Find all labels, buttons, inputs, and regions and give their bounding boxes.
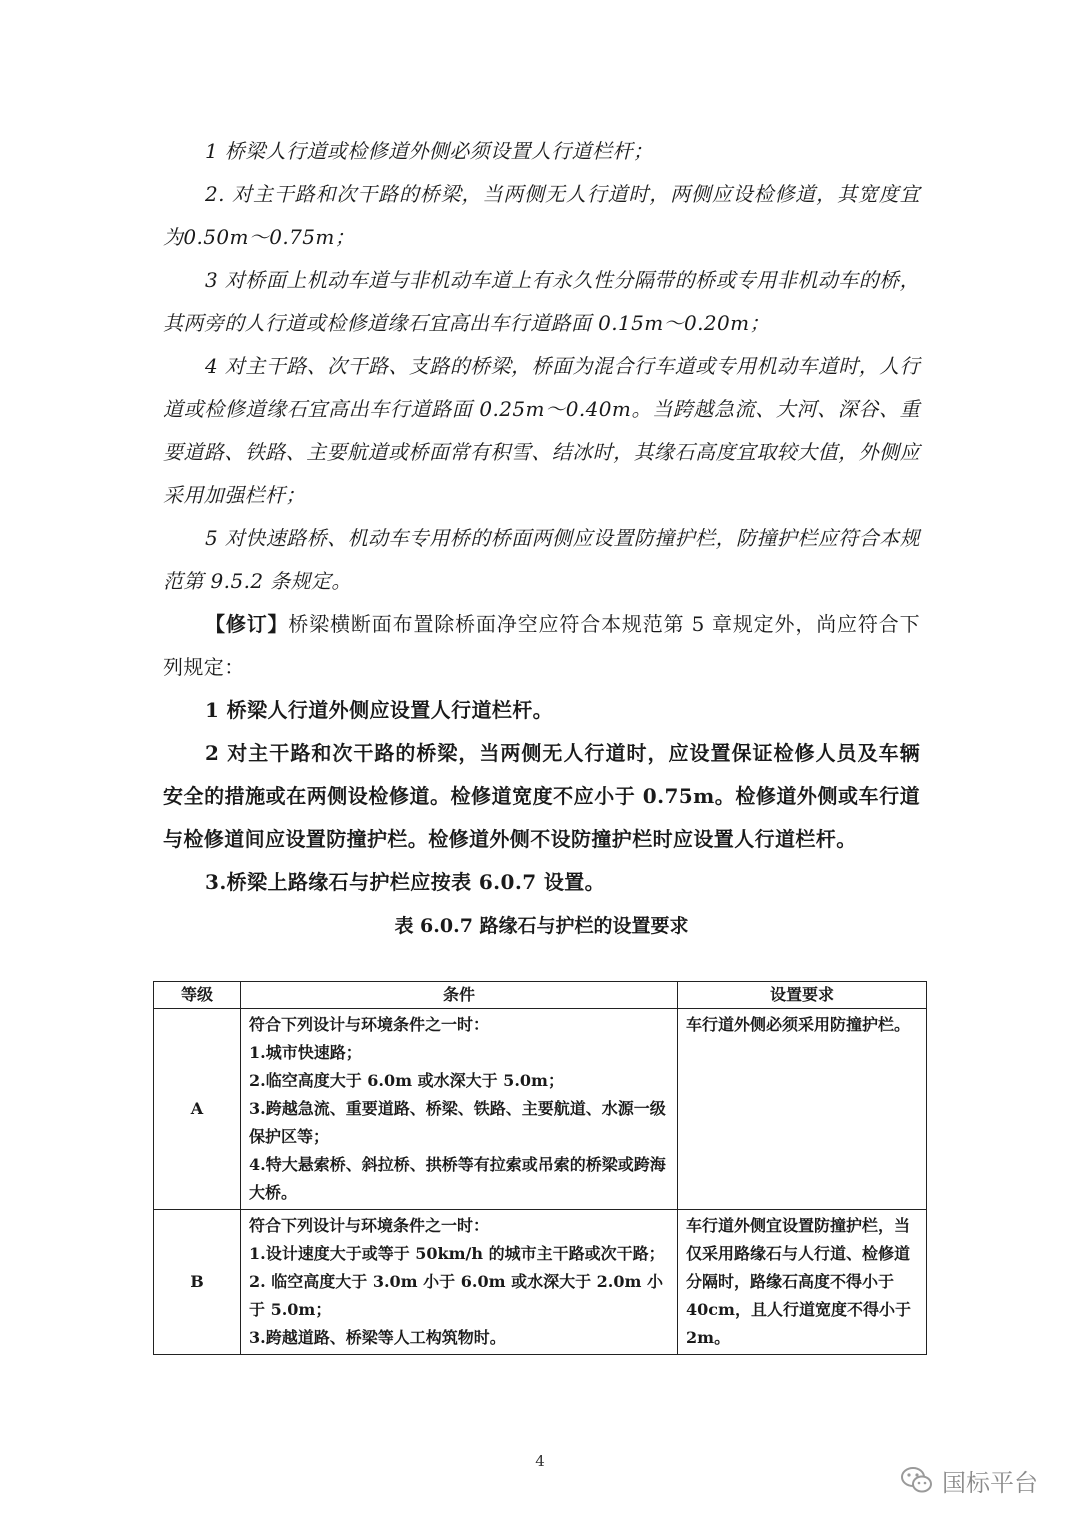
condition-line: 符合下列设计与环境条件之一时： [249,1015,490,1034]
conditions-cell [241,1009,678,1210]
spec-table [153,981,927,1355]
conditions-cell [241,1210,678,1355]
revision-intro [163,603,920,689]
condition-line: 2.临空高度大于 6.0m 或水深大于 5.0m； [249,1071,564,1090]
old-clause-1: 1 桥梁人行道或检修道外侧必须设置人行道栏杆； [205,139,654,163]
condition-line: 符合下列设计与环境条件之一时： [249,1216,490,1235]
old-clause-4: 4 对主干路、次干路、支路的桥梁，桥面为混合行车道或专用机动车道时，人行道或检修道缘石宜高出车行道路面 0.25m～0.40m。当跨越急流、大河、深谷、重要道路、铁路、主要航道或桥面常有积雪、结冰时，其缘石高度宜取较大值，外侧应采用加强栏杆； [163,354,920,507]
old-clause-2: 2. 对主干路和次干路的桥梁，当两侧无人行道时，两侧应设检修道，其宽度宜为0.50m～0.75m； [163,182,920,249]
table-row [154,1009,927,1210]
revision-tag: 【修订】 [205,612,289,636]
condition-line: 1.城市快速路； [249,1043,362,1062]
watermark [900,1462,1038,1498]
header-grade: 等级 [154,982,241,1009]
condition-line: 3.跨越道路、桥梁等人工构筑物时。 [249,1328,506,1347]
table-header-row [154,982,927,1009]
header-conditions: 条件 [241,982,678,1009]
header-requirement: 设置要求 [678,982,927,1009]
revision-item-1: 1 桥梁人行道外侧应设置人行道栏杆。 [205,698,554,722]
requirement-cell: 车行道外侧必须采用防撞护栏。 [678,1009,927,1210]
page-number: 4 [535,1452,545,1470]
revision-item-3: 3.桥梁上路缘石与护栏应按表 6.0.7 设置。 [205,870,606,894]
document-body [163,130,920,954]
condition-line: 3.跨越急流、重要道路、桥梁、铁路、主要航道、水源一级保护区等； [249,1099,666,1146]
condition-line: 2. 临空高度大于 3.0m 小于 6.0m 或水深大于 2.0m 小于 5.0m； [249,1272,663,1319]
table-title: 表 6.0.7 路缘石与护栏的设置要求 [394,915,689,937]
wechat-icon [900,1465,934,1495]
old-clause-5: 5 对快速路桥、机动车专用桥的桥面两侧应设置防撞护栏，防撞护栏应符合本规范第 9.5.2 条规定。 [163,526,920,593]
condition-line: 4.特大悬索桥、斜拉桥、拱桥等有拉索或吊索的桥梁或跨海大桥。 [249,1155,666,1202]
revision-item-2: 2 对主干路和次干路的桥梁，当两侧无人行道时，应设置保证检修人员及车辆安全的措施或在两侧设检修道。检修道宽度不应小于 0.75m。检修道外侧或车行道与检修道间应设置防撞护栏。检修道外侧不设防撞护栏时应设置人行道栏杆。 [163,741,920,851]
grade-cell: B [154,1210,241,1355]
requirement-cell: 车行道外侧宜设置防撞护栏，当仅采用路缘石与人行道、检修道分隔时，路缘石高度不得小于 40cm，且人行道宽度不得小于 2m。 [678,1210,927,1355]
watermark-text: 国标平台 [942,1468,1038,1497]
condition-line: 1.设计速度大于或等于 50km/h 的城市主干路或次干路； [249,1244,665,1263]
grade-cell: A [154,1009,241,1210]
revision-intro-text: 桥梁横断面布置除桥面净空应符合本规范第 5 章规定外，尚应符合下列规定： [163,612,920,679]
old-clause-3: 3 对桥面上机动车道与非机动车道上有永久性分隔带的桥或专用非机动车的桥，其两旁的人行道或检修道缘石宜高出车行道路面 0.15m～0.20m； [163,268,920,335]
table-row [154,1210,927,1355]
